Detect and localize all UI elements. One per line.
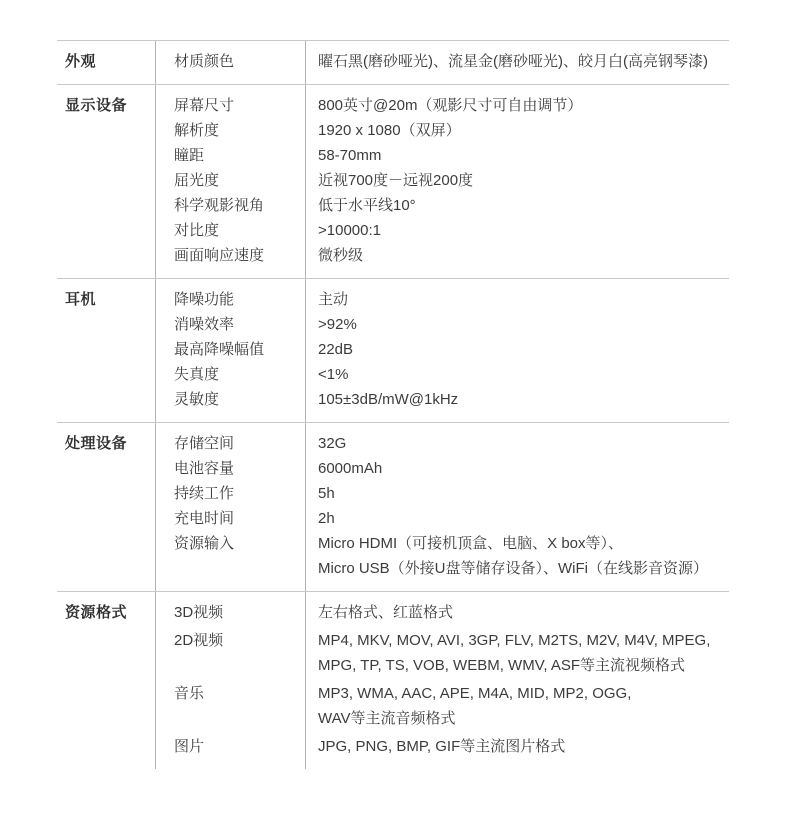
spec-value	[305, 531, 729, 581]
spec-label: 2D视频	[174, 632, 224, 649]
spec-value	[305, 312, 729, 337]
spec-value-line: >10000:1	[318, 222, 381, 239]
column-divider-icon	[305, 279, 306, 422]
spec-row	[155, 387, 729, 412]
section-rows	[155, 93, 729, 268]
column-divider-icon	[155, 85, 156, 278]
spec-value-line: 低于水平线10°	[318, 197, 416, 214]
spec-row	[155, 337, 729, 362]
spec-value	[305, 387, 729, 412]
table-section	[57, 278, 729, 422]
spec-label: 瞳距	[174, 147, 205, 164]
section-rows	[155, 600, 729, 759]
spec-row	[155, 49, 729, 74]
spec-table	[57, 40, 729, 769]
category-label: 耳机	[65, 291, 97, 308]
spec-label: 图片	[174, 738, 205, 755]
spec-label: 资源输入	[174, 535, 235, 552]
spec-label: 音乐	[174, 685, 205, 702]
spec-label: 科学观影视角	[174, 197, 265, 214]
spec-row	[155, 168, 729, 193]
spec-row	[155, 628, 729, 678]
spec-value-line: 1920 x 1080（双屏）	[318, 122, 461, 139]
spec-value	[305, 481, 729, 506]
spec-row	[155, 93, 729, 118]
column-divider-icon	[155, 592, 156, 769]
spec-label: 降噪功能	[174, 291, 235, 308]
spec-value-line: WAV等主流音频格式	[318, 710, 456, 727]
spec-row	[155, 456, 729, 481]
spec-label: 材质颜色	[174, 53, 235, 70]
column-divider-icon	[305, 592, 306, 769]
spec-value	[305, 734, 729, 759]
spec-value-line: MP4, MKV, MOV, AVI, 3GP, FLV, M2TS, M2V, M4V, MPEG,	[318, 632, 711, 649]
spec-label: 解析度	[174, 122, 220, 139]
spec-value-line: 58-70mm	[318, 147, 382, 164]
spec-value	[305, 93, 729, 118]
column-divider-icon	[305, 85, 306, 278]
column-divider-icon	[305, 423, 306, 591]
spec-value-line: MPG, TP, TS, VOB, WEBM, WMV, ASF等主流视频格式	[318, 657, 686, 674]
spec-value-line: 左右格式、红蓝格式	[318, 604, 454, 621]
category-label: 显示设备	[65, 97, 128, 114]
spec-row	[155, 312, 729, 337]
spec-value-line: 2h	[318, 510, 335, 527]
category-label: 处理设备	[65, 435, 128, 452]
category-label: 资源格式	[65, 604, 128, 621]
spec-row	[155, 287, 729, 312]
column-divider-icon	[155, 41, 156, 84]
spec-value	[305, 362, 729, 387]
spec-row	[155, 600, 729, 625]
spec-label: 电池容量	[174, 460, 235, 477]
spec-label: 存储空间	[174, 435, 235, 452]
spec-value-line: Micro USB（外接U盘等储存设备）、WiFi（在线影音资源）	[318, 560, 708, 577]
spec-row	[155, 243, 729, 268]
spec-value	[305, 506, 729, 531]
spec-value	[305, 287, 729, 312]
spec-label: 失真度	[174, 366, 220, 383]
spec-value	[305, 243, 729, 268]
category-label: 外观	[65, 53, 97, 70]
section-rows	[155, 431, 729, 581]
spec-value	[305, 168, 729, 193]
column-divider-icon	[155, 279, 156, 422]
spec-value	[305, 431, 729, 456]
spec-value	[305, 218, 729, 243]
spec-row	[155, 118, 729, 143]
section-rows	[155, 287, 729, 412]
spec-label: 画面响应速度	[174, 247, 265, 264]
spec-label: 灵敏度	[174, 391, 220, 408]
spec-row	[155, 218, 729, 243]
column-divider-icon	[155, 423, 156, 591]
spec-value-line: MP3, WMA, AAC, APE, M4A, MID, MP2, OGG,	[318, 685, 632, 702]
spec-value-line: 22dB	[318, 341, 354, 358]
spec-value-line: 主动	[318, 291, 349, 308]
spec-value-line: JPG, PNG, BMP, GIF等主流图片格式	[318, 738, 566, 755]
table-section	[57, 422, 729, 591]
spec-value	[305, 628, 729, 678]
spec-row	[155, 734, 729, 759]
spec-label: 持续工作	[174, 485, 235, 502]
spec-label: 屈光度	[174, 172, 220, 189]
spec-label: 屏幕尺寸	[174, 97, 235, 114]
spec-value	[305, 681, 729, 731]
spec-value-line: 105±3dB/mW@1kHz	[318, 391, 459, 408]
spec-value-line: 曜石黑(磨砂哑光)、流星金(磨砂哑光)、皎月白(高亮钢琴漆)	[318, 53, 708, 70]
spec-value	[305, 118, 729, 143]
spec-row	[155, 431, 729, 456]
spec-value	[305, 193, 729, 218]
spec-value-line: 800英寸@20m（观影尺寸可自由调节）	[318, 97, 583, 114]
spec-value-line: 微秒级	[318, 247, 364, 264]
section-rows	[155, 49, 729, 74]
table-section	[57, 84, 729, 278]
spec-label: 消噪效率	[174, 316, 235, 333]
spec-value-line: Micro HDMI（可接机顶盒、电脑、X box等）、	[318, 535, 624, 552]
spec-label: 最高降噪幅值	[174, 341, 265, 358]
spec-value-line: >92%	[318, 316, 357, 333]
spec-value	[305, 456, 729, 481]
spec-label: 3D视频	[174, 604, 224, 621]
spec-value-line: 5h	[318, 485, 335, 502]
spec-value-line: 6000mAh	[318, 460, 383, 477]
spec-row	[155, 531, 729, 581]
table-section	[57, 40, 729, 84]
spec-value	[305, 143, 729, 168]
column-divider-icon	[305, 41, 306, 84]
spec-label: 对比度	[174, 222, 220, 239]
spec-label: 充电时间	[174, 510, 235, 527]
table-section	[57, 591, 729, 769]
spec-value	[305, 49, 729, 74]
spec-row	[155, 681, 729, 731]
spec-row	[155, 193, 729, 218]
spec-value	[305, 337, 729, 362]
spec-row	[155, 506, 729, 531]
spec-value-line: <1%	[318, 366, 349, 383]
spec-value	[305, 600, 729, 625]
spec-row	[155, 143, 729, 168]
spec-row	[155, 362, 729, 387]
spec-value-line: 32G	[318, 435, 347, 452]
spec-row	[155, 481, 729, 506]
spec-value-line: 近视700度－远视200度	[318, 172, 474, 189]
